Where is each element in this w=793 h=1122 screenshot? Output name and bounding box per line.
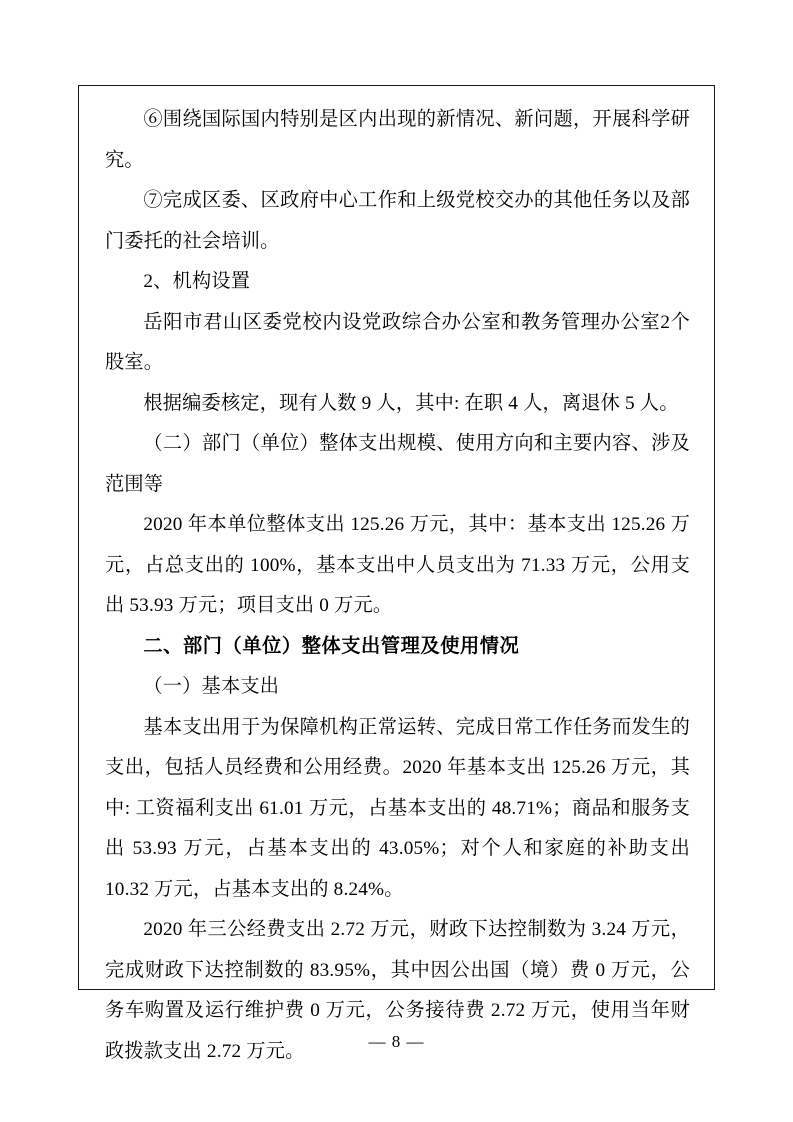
paragraph-2: ⑦完成区委、区政府中心工作和上级党校交办的其他任务以及部门委托的社会培训。	[105, 190, 690, 252]
subsection-heading-basic-expenditure: （一）基本支出	[143, 676, 280, 697]
page-number: — 8 —	[368, 1032, 425, 1051]
paragraph-11-three-public-funds: 2020 年三公经费支出 2.72 万元，财政下达控制数为 3.24 万元，完成财政下达控制数的 83.95%，其中因公出国（境）费 0 万元，公务车购置及运行维护费 0 万元，公务接待费 2.72 万元，使用当年财政拨款支出 2.72 万元。	[105, 919, 690, 1062]
paragraph-5-staff-count: 根据编委核定，现有人数 9 人，其中: 在职 4 人，离退休 5 人。	[143, 392, 679, 414]
paragraph-7-total-expenditure: 2020 年本单位整体支出 125.26 万元，其中：基本支出 125.26 万元，占总支出的 100%，基本支出中人员支出为 71.33 万元，公用支出 53.93 万元；项目支出 0 万元。	[105, 514, 690, 616]
document-body	[105, 100, 690, 1072]
paragraph-10-basic-expenditure-detail: 基本支出用于为保障机构正常运转、完成日常工作任务而发生的支出，包括人员经费和公用经费。2020 年基本支出 125.26 万元，其中: 工资福利支出 61.01 万元，占基本支出的 48.71%；商品和服务支出 53.93 万元，占基本支出的 43.05%；对个人和家庭的补助支出 10.32 万元，占基本支出的 8.24%。	[105, 716, 690, 900]
paragraph-3-heading-org-structure: 2、机构设置	[143, 271, 251, 292]
content-frame	[78, 85, 715, 1062]
paragraph-1: ⑥围绕国际国内特别是区内出现的新情况、新问题，开展科学研究。	[105, 109, 690, 171]
paragraph-6-heading-expenditure-scope: （二）部门（单位）整体支出规模、使用方向和主要内容、涉及范围等	[105, 433, 690, 495]
section-heading-two: 二、部门（单位）整体支出管理及使用情况	[143, 635, 520, 657]
paragraph-4: 岳阳市君山区委党校内设党政综合办公室和教务管理办公室2个股室。	[105, 311, 690, 373]
